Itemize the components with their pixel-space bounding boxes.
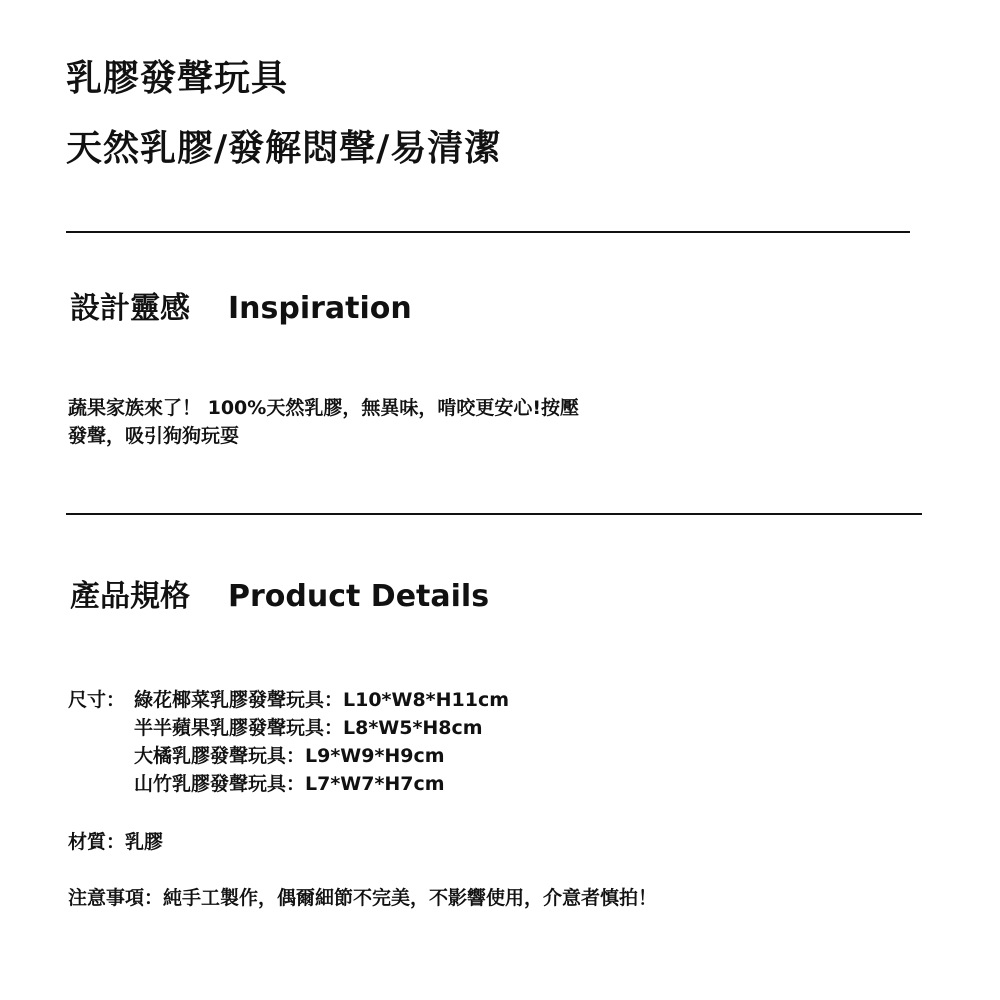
details-heading-en: Product Details: [228, 579, 490, 614]
size-row: [68, 742, 509, 770]
size-item: 山竹乳膠發聲玩具：L7*W7*H7cm: [134, 773, 445, 795]
product-subtitle: 天然乳膠/發解悶聲/易清潔: [66, 128, 502, 169]
divider-top: [66, 231, 910, 233]
inspiration-heading: [70, 289, 412, 329]
notice-text: 注意事項：純手工製作，偶爾細節不完美，不影響使用，介意者慎拍！: [68, 887, 658, 909]
details-heading: [70, 577, 489, 617]
inspiration-heading-en: Inspiration: [228, 291, 412, 326]
size-row: [68, 686, 509, 714]
inspiration-text-line-1: 蔬果家族來了！ 100%天然乳膠，無異味，啃咬更安心!按壓: [68, 397, 579, 419]
size-item: 半半蘋果乳膠發聲玩具：L8*W5*H8cm: [134, 717, 483, 739]
size-label: 尺寸：: [68, 689, 126, 711]
details-heading-zh: 產品規格: [70, 579, 190, 614]
size-list: [68, 686, 509, 798]
divider-middle: [66, 513, 922, 515]
size-item: 綠花椰菜乳膠發聲玩具：L10*W8*H11cm: [134, 689, 510, 711]
product-title: 乳膠發聲玩具: [66, 58, 289, 99]
size-item: 大橘乳膠發聲玩具：L9*W9*H9cm: [134, 745, 445, 767]
material-text: 材質：乳膠: [68, 831, 164, 853]
inspiration-heading-zh: 設計靈感: [70, 291, 190, 326]
inspiration-text-line-2: 發聲，吸引狗狗玩耍: [68, 425, 240, 447]
size-row: [68, 770, 509, 798]
size-row: [68, 714, 509, 742]
